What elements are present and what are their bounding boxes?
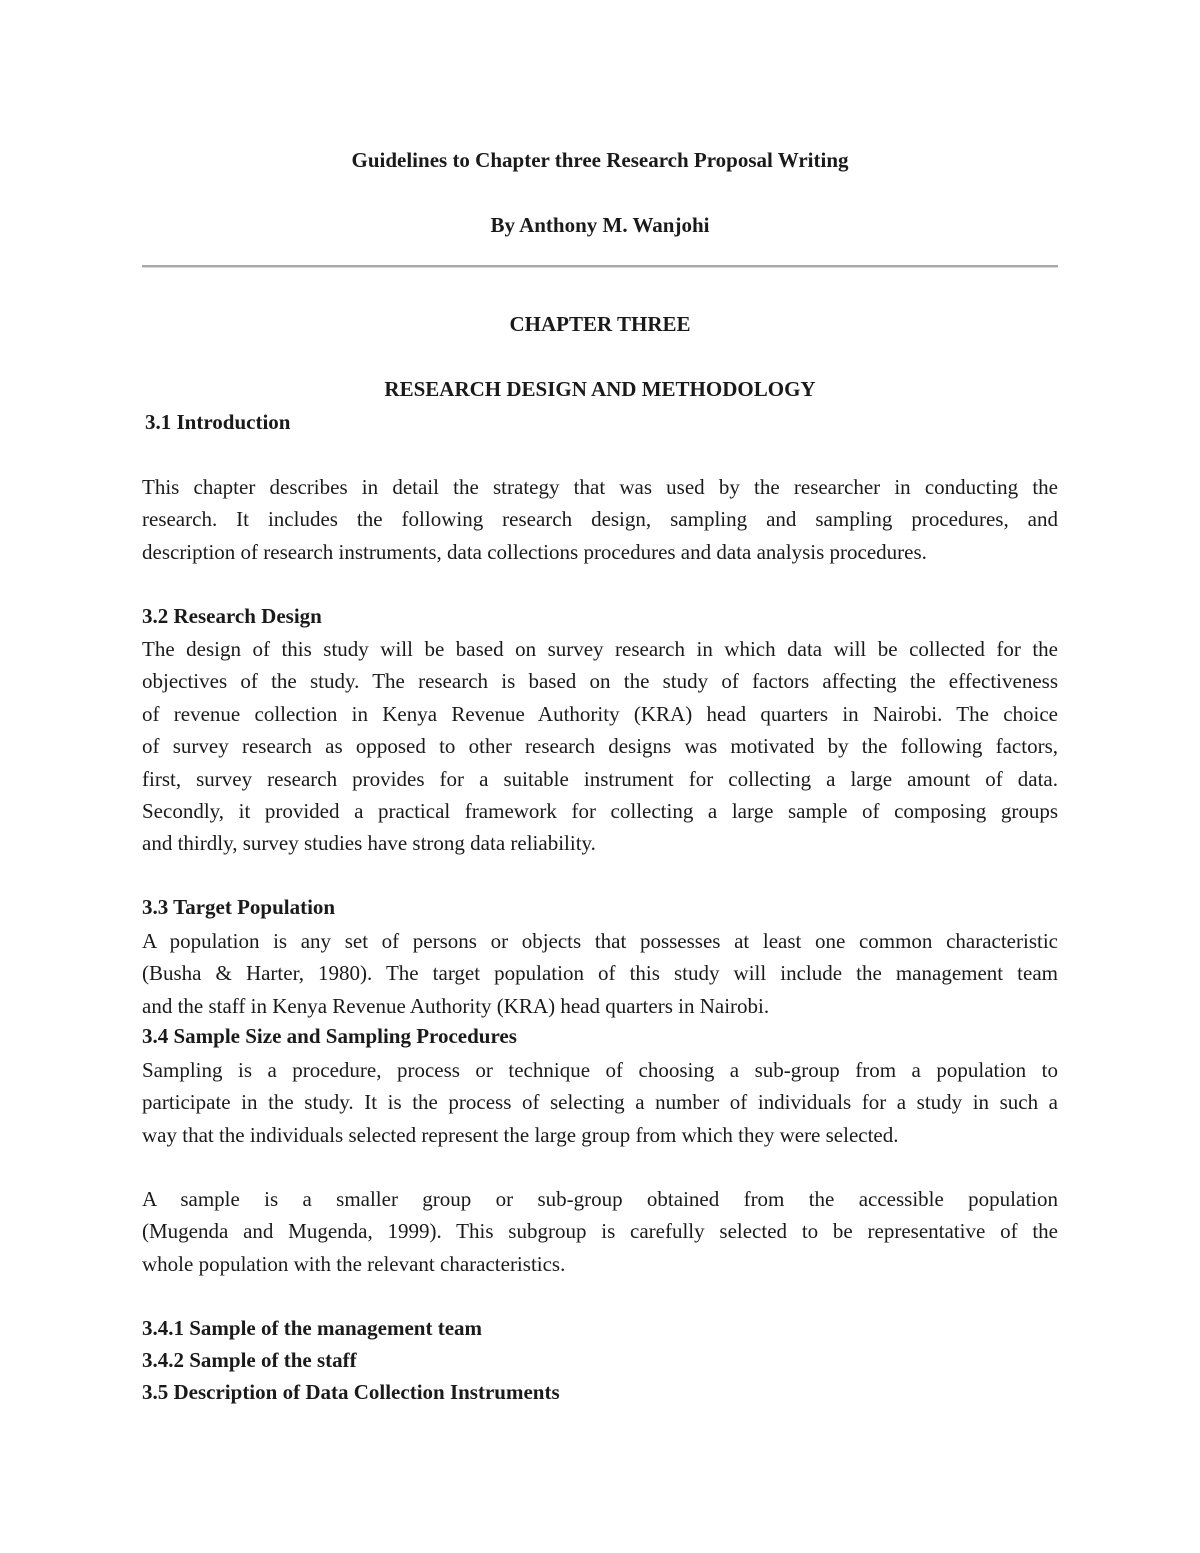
section-heading-3-1: 3.1 Introduction <box>145 410 291 434</box>
paragraph-line: (Mugenda and Mugenda, 1999). This subgroup is carefully selected to be representative of the <box>142 1219 1058 1244</box>
paragraph-line: A sample is a smaller group or sub-group obtained from the accessible population <box>142 1187 1058 1211</box>
paragraph-line: The design of this study will be based on survey research in which data will be collected for the <box>142 637 1058 661</box>
document-author: By Anthony M. Wanjohi <box>490 213 710 237</box>
horizontal-divider <box>142 265 1058 268</box>
paragraph-line: A population is any set of persons or objects that possesses at least one common characteristic <box>142 929 1058 953</box>
paragraph-line: objectives of the study. The research is based on the study of factors affecting the effectiveness <box>142 669 1058 694</box>
paragraph-line: and the staff in Kenya Revenue Authority (KRA) head quarters in Nairobi. <box>142 993 770 1018</box>
chapter-title: RESEARCH DESIGN AND METHODOLOGY <box>384 377 816 401</box>
section-paragraph-3-1 <box>142 471 1058 568</box>
paragraph-line: and thirdly, survey studies have strong data reliability. <box>142 831 596 856</box>
section-heading-3-3: 3.3 Target Population <box>142 895 336 919</box>
paragraph-line: whole population with the relevant characteristics. <box>142 1251 566 1276</box>
paragraph-line: Secondly, it provided a practical framework for collecting a large sample of composing groups <box>142 798 1058 823</box>
section-paragraph-3-4-sample <box>142 1183 1058 1280</box>
paragraph-line: first, survey research provides for a suitable instrument for collecting a large amount of data. <box>142 766 1058 791</box>
document-title: Guidelines to Chapter three Research Proposal Writing <box>351 148 849 172</box>
section-paragraph-3-3 <box>142 925 1058 1022</box>
paragraph-line: participate in the study. It is the process of selecting a number of individuals for a study in such a <box>142 1090 1058 1115</box>
chapter-label: CHAPTER THREE <box>509 312 691 336</box>
section-paragraph-3-2 <box>142 633 1058 860</box>
paragraph-line: Sampling is a procedure, process or technique of choosing a sub-group from a population to <box>142 1058 1058 1082</box>
paragraph-line: description of research instruments, data collections procedures and data analysis procedures. <box>142 539 927 564</box>
paragraph-line: (Busha & Harter, 1980). The target population of this study will include the management team <box>142 961 1058 986</box>
paragraph-line: of survey research as opposed to other research designs was motivated by the following factors, <box>142 734 1058 759</box>
paragraph-line: This chapter describes in detail the strategy that was used by the researcher in conducting the <box>142 475 1058 499</box>
section-paragraph-3-4 <box>142 1054 1058 1151</box>
paragraph-line: of revenue collection in Kenya Revenue Authority (KRA) head quarters in Nairobi. The choice <box>142 701 1058 726</box>
paragraph-line: way that the individuals selected represent the large group from which they were selected. <box>142 1122 899 1147</box>
section-heading-3-4-2: 3.4.2 Sample of the staff <box>142 1348 357 1372</box>
section-heading-3-4-1: 3.4.1 Sample of the management team <box>142 1316 483 1340</box>
section-heading-3-5: 3.5 Description of Data Collection Instruments <box>142 1380 560 1404</box>
section-heading-3-4: 3.4 Sample Size and Sampling Procedures <box>142 1024 517 1048</box>
paragraph-line: research. It includes the following research design, sampling and sampling procedures, and <box>142 507 1058 532</box>
section-heading-3-2: 3.2 Research Design <box>142 604 322 628</box>
